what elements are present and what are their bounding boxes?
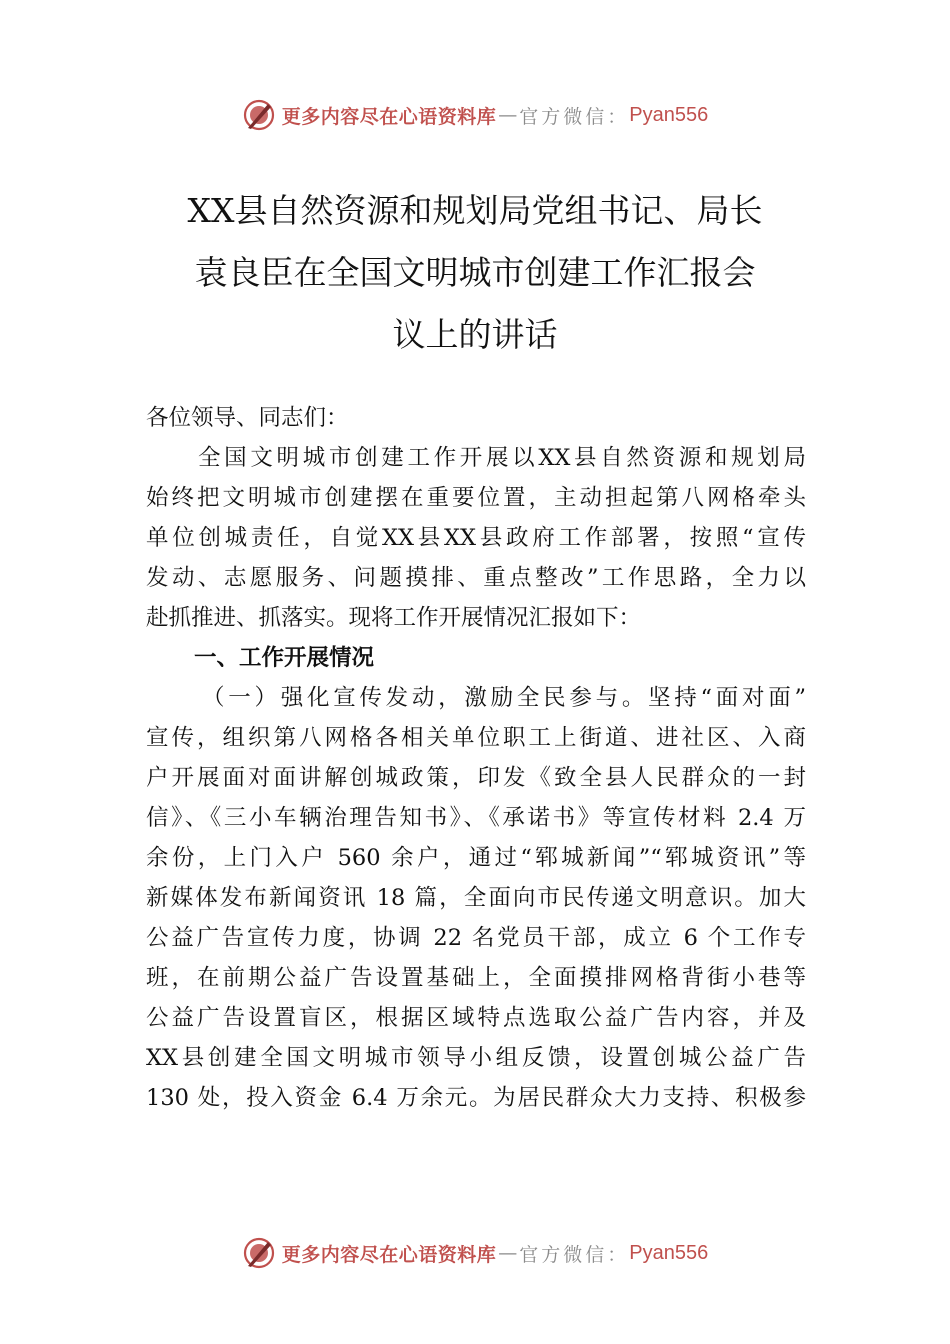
paragraph-line: 130 处，投入资金 6.4 万余元。为居民群众大力支持、积极参 — [146, 1085, 806, 1111]
paragraph-line: 赴抓推进、抓落实。现将工作开展情况汇报如下： — [146, 605, 642, 631]
title-line: 议上的讲话 — [392, 315, 558, 354]
greeting: 各位领导、同志们： — [146, 405, 349, 431]
banner-wechat-label: 官方微信： — [519, 1243, 630, 1266]
paragraph-line: XX县创建全国文明城市领导小组反馈，设置创城公益广告 — [146, 1045, 806, 1071]
paragraph-line: （一）强化宣传发动，激励全民参与。坚持“面对面” — [202, 685, 806, 711]
document-body — [146, 398, 806, 1118]
banner-text: 更多内容尽在心语资料库 — [281, 105, 497, 128]
paragraph-line: 发动、志愿服务、问题摸排、重点整改”工作思路，全力以 — [146, 565, 806, 591]
banner-wechat-id: Pyan556 — [629, 103, 709, 126]
paragraph-line: 户开展面对面讲解创城政策，印发《致全县人民群众的一封 — [146, 765, 806, 791]
paragraph-line: 信》、《三小车辆治理告知书》、《承诺书》等宣传材料 2.4 万 — [146, 805, 806, 831]
paragraph-line: 余份，上门入户 560 余户，通过“郓城新闻”“郓城资讯”等 — [146, 845, 806, 871]
paragraph-line: 公益广告宣传力度，协调 22 名党员干部，成立 6 个工作专 — [146, 925, 806, 951]
paragraph-line: 新媒体发布新闻资讯 18 篇，全面向市民传递文明意识。加大 — [146, 885, 806, 911]
paragraph-line: 单位创城责任，自觉XX县XX县政府工作部署，按照“宣传 — [146, 525, 806, 551]
paragraph-line: 公益广告设置盲区，根据区域特点选取公益广告内容，并及 — [146, 1005, 806, 1031]
banner-dash: — — [498, 1242, 518, 1264]
paragraph-line: 宣传，组织第八网格各相关单位职工上街道、进社区、入商 — [146, 725, 806, 751]
title-line: 袁良臣在全国文明城市创建工作汇报会 — [194, 253, 756, 292]
section-heading: 一、工作开展情况 — [194, 645, 375, 671]
document-title — [0, 180, 950, 366]
footer-banner — [0, 1233, 950, 1273]
banner-text: 更多内容尽在心语资料库 — [281, 1243, 497, 1266]
quill-seal-icon — [242, 98, 276, 132]
quill-seal-icon — [242, 1236, 276, 1270]
banner-wechat-id: Pyan556 — [629, 1241, 709, 1264]
banner-dash: — — [498, 104, 518, 126]
paragraph-line: 班，在前期公益广告设置基础上，全面摸排网格背街小巷等 — [146, 965, 806, 991]
paragraph-line: 全国文明城市创建工作开展以XX县自然资源和规划局 — [198, 445, 806, 471]
banner-wechat-label: 官方微信： — [519, 105, 630, 128]
header-banner — [0, 95, 950, 135]
title-line: XX县自然资源和规划局党组书记、局长 — [187, 191, 763, 230]
paragraph-line: 始终把文明城市创建摆在重要位置，主动担起第八网格牵头 — [146, 485, 806, 511]
